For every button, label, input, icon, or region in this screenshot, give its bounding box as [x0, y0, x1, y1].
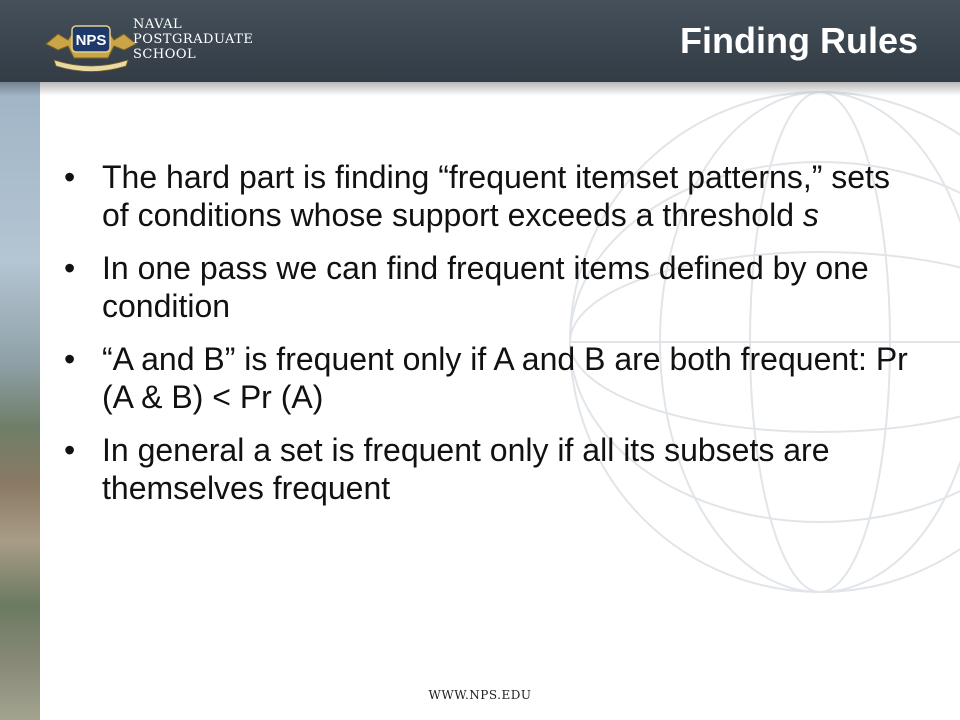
logo-letters: NPS	[75, 32, 107, 49]
bullet-italic-tail: s	[802, 197, 819, 233]
bullet-marker: •	[64, 341, 76, 377]
bullet-text: In general a set is frequent only if all its subsets are themselves frequent	[102, 432, 830, 506]
bullet-item	[62, 158, 922, 234]
bullet-marker: •	[64, 250, 76, 286]
header-bar	[0, 0, 960, 82]
bullet-text: “A and B” is frequent only if A and B are both frequent: Pr (A & B) < Pr (A)	[102, 341, 908, 415]
bullet-item	[62, 431, 922, 507]
bullet-list	[62, 158, 922, 522]
campus-photo-strip	[0, 82, 40, 720]
school-name-line-2: POSTGRADUATE	[133, 32, 254, 47]
header-shadow	[0, 82, 960, 96]
bullet-text: The hard part is finding “frequent itemset patterns,” sets of conditions whose support exceeds a threshold	[102, 159, 890, 233]
slide-title: Finding Rules	[680, 20, 918, 61]
bullet-text: In one pass we can find frequent items defined by one condition	[102, 250, 869, 324]
school-name-line-3: SCHOOL	[133, 47, 197, 62]
school-name-line-1: NAVAL	[133, 17, 183, 32]
footer-url[interactable]: WWW.NPS.EDU	[428, 688, 532, 702]
school-name	[133, 17, 253, 62]
bullet-marker: •	[64, 159, 76, 195]
bullet-marker: •	[64, 432, 76, 468]
bullet-item	[62, 249, 922, 325]
bullet-item	[62, 340, 922, 416]
